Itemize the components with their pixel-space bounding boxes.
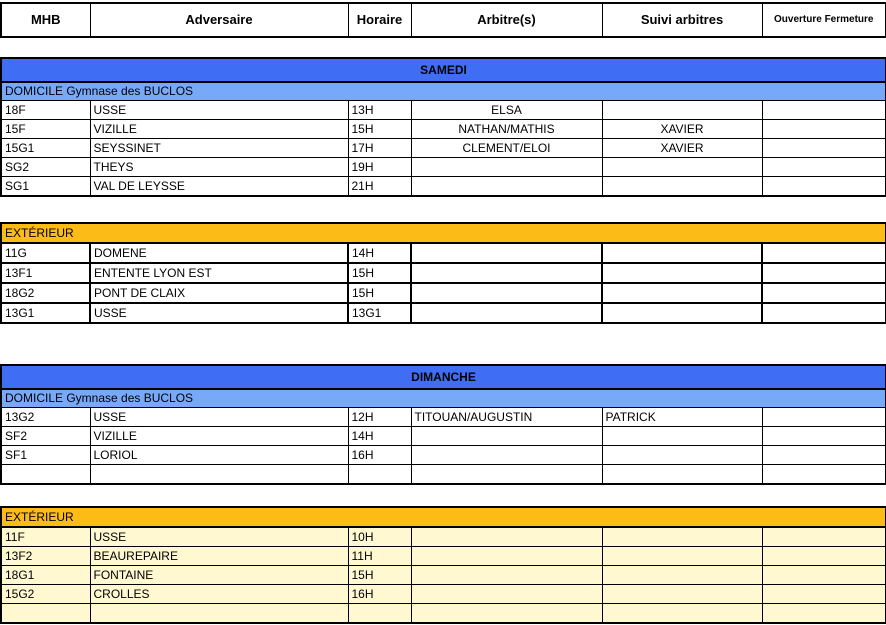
cell-referees[interactable]: NATHAN/MATHIS: [411, 120, 602, 139]
cell-follow[interactable]: [602, 527, 762, 547]
cell-referees[interactable]: [411, 547, 602, 566]
cell-open-close[interactable]: [762, 243, 886, 263]
cell-open-close[interactable]: [762, 446, 886, 465]
table-row: [1, 101, 886, 120]
cell-opponent[interactable]: USSE: [90, 527, 348, 547]
cell-team[interactable]: 13F2: [1, 547, 90, 566]
cell-open-close[interactable]: [762, 101, 886, 120]
header-row: [1, 3, 886, 37]
cell-referees[interactable]: ELSA: [411, 101, 602, 120]
header-horaire[interactable]: Horaire: [348, 3, 411, 37]
cell-opponent[interactable]: SEYSSINET: [90, 139, 348, 158]
cell-follow[interactable]: [602, 427, 762, 446]
venue-label-dimanche[interactable]: DOMICILE Gymnase des BUCLOS: [1, 389, 886, 408]
table-row: [1, 139, 886, 158]
exterieur-label-dimanche[interactable]: EXTÉRIEUR: [1, 507, 886, 527]
cell-team[interactable]: SG2: [1, 158, 90, 177]
cell-opponent[interactable]: ENTENTE LYON EST: [90, 263, 348, 283]
cell-open-close[interactable]: [762, 263, 886, 283]
cell-opponent[interactable]: VIZILLE: [90, 427, 348, 446]
table-row: [1, 465, 886, 485]
cell-follow[interactable]: [602, 446, 762, 465]
cell-referees[interactable]: [411, 303, 602, 323]
cell-time[interactable]: [348, 604, 411, 624]
cell-time[interactable]: 16H: [348, 446, 411, 465]
cell-team[interactable]: 13G1: [1, 303, 90, 323]
cell-referees[interactable]: [411, 283, 602, 303]
cell-follow[interactable]: [602, 566, 762, 585]
header-table: [0, 2, 886, 38]
cell-time[interactable]: 11H: [348, 547, 411, 566]
cell-follow[interactable]: XAVIER: [602, 120, 762, 139]
cell-follow[interactable]: [602, 263, 762, 283]
cell-referees[interactable]: [411, 263, 602, 283]
samedi-exterieur-table: [0, 222, 886, 324]
cell-opponent[interactable]: VAL DE LEYSSE: [90, 177, 348, 197]
cell-open-close[interactable]: [762, 303, 886, 323]
cell-opponent[interactable]: USSE: [90, 101, 348, 120]
table-row: [1, 243, 886, 263]
exterieur-label-samedi[interactable]: EXTÉRIEUR: [1, 223, 886, 243]
table-row: [1, 408, 886, 427]
cell-time[interactable]: [348, 465, 411, 485]
cell-open-close[interactable]: [762, 158, 886, 177]
cell-follow[interactable]: [602, 243, 762, 263]
cell-open-close[interactable]: [762, 139, 886, 158]
cell-time[interactable]: 14H: [348, 427, 411, 446]
cell-referees[interactable]: [411, 465, 602, 485]
day-title-samedi[interactable]: SAMEDI: [1, 58, 886, 82]
cell-team[interactable]: 15G1: [1, 139, 90, 158]
cell-time[interactable]: 15H: [348, 263, 411, 283]
table-row: [1, 566, 886, 585]
cell-referees[interactable]: CLEMENT/ELOI: [411, 139, 602, 158]
table-row: [1, 120, 886, 139]
cell-opponent[interactable]: FONTAINE: [90, 566, 348, 585]
cell-open-close[interactable]: [762, 177, 886, 197]
cell-follow[interactable]: [602, 465, 762, 485]
cell-opponent[interactable]: VIZILLE: [90, 120, 348, 139]
cell-team[interactable]: 13G2: [1, 408, 90, 427]
table-row: [1, 263, 886, 283]
header-arbitres[interactable]: Arbitre(s): [411, 3, 602, 37]
table-row: [1, 303, 886, 323]
cell-referees[interactable]: [411, 243, 602, 263]
cell-team[interactable]: 18F: [1, 101, 90, 120]
cell-referees[interactable]: [411, 177, 602, 197]
cell-opponent[interactable]: [90, 604, 348, 624]
cell-referees[interactable]: [411, 585, 602, 604]
cell-opponent[interactable]: CROLLES: [90, 585, 348, 604]
cell-opponent[interactable]: BEAUREPAIRE: [90, 547, 348, 566]
cell-opponent[interactable]: PONT DE CLAIX: [90, 283, 348, 303]
cell-referees[interactable]: [411, 427, 602, 446]
cell-opponent[interactable]: THEYS: [90, 158, 348, 177]
cell-referees[interactable]: [411, 158, 602, 177]
cell-follow[interactable]: [602, 101, 762, 120]
cell-open-close[interactable]: [762, 547, 886, 566]
cell-open-close[interactable]: [762, 120, 886, 139]
header-ouverture-fermeture[interactable]: Ouverture Fermeture: [762, 3, 886, 37]
dimanche-exterieur-table: [0, 506, 886, 624]
samedi-domicile-table: [0, 57, 886, 197]
cell-team[interactable]: 18G1: [1, 566, 90, 585]
cell-open-close[interactable]: [762, 604, 886, 624]
cell-time[interactable]: 19H: [348, 158, 411, 177]
cell-referees[interactable]: [411, 566, 602, 585]
cell-time[interactable]: 15H: [348, 283, 411, 303]
cell-referees[interactable]: [411, 527, 602, 547]
cell-time[interactable]: 16H: [348, 585, 411, 604]
cell-time[interactable]: 13G1: [348, 303, 411, 323]
table-row: [1, 283, 886, 303]
table-row: [1, 177, 886, 197]
cell-follow[interactable]: [602, 604, 762, 624]
cell-time[interactable]: 12H: [348, 408, 411, 427]
cell-open-close[interactable]: [762, 527, 886, 547]
cell-team[interactable]: 11F: [1, 527, 90, 547]
cell-time[interactable]: 15H: [348, 566, 411, 585]
cell-time[interactable]: 14H: [348, 243, 411, 263]
cell-follow[interactable]: [602, 585, 762, 604]
cell-team[interactable]: 13F1: [1, 263, 90, 283]
cell-opponent[interactable]: USSE: [90, 408, 348, 427]
cell-opponent[interactable]: DOMENE: [90, 243, 348, 263]
cell-team[interactable]: 15F: [1, 120, 90, 139]
cell-follow[interactable]: [602, 303, 762, 323]
cell-follow[interactable]: [602, 158, 762, 177]
dimanche-domicile-table: [0, 364, 886, 485]
table-row: [1, 527, 886, 547]
table-row: [1, 427, 886, 446]
table-row: [1, 158, 886, 177]
cell-open-close[interactable]: [762, 408, 886, 427]
cell-follow[interactable]: PATRICK: [602, 408, 762, 427]
header-suivi-arbitres[interactable]: Suivi arbitres: [602, 3, 762, 37]
table-row: [1, 585, 886, 604]
day-title-dimanche[interactable]: DIMANCHE: [1, 365, 886, 389]
cell-referees[interactable]: TITOUAN/AUGUSTIN: [411, 408, 602, 427]
cell-opponent[interactable]: [90, 465, 348, 485]
cell-team[interactable]: 18G2: [1, 283, 90, 303]
cell-team[interactable]: SF1: [1, 446, 90, 465]
cell-team[interactable]: [1, 604, 90, 624]
cell-open-close[interactable]: [762, 465, 886, 485]
cell-opponent[interactable]: USSE: [90, 303, 348, 323]
cell-follow[interactable]: [602, 177, 762, 197]
cell-open-close[interactable]: [762, 585, 886, 604]
table-row: [1, 604, 886, 624]
cell-follow[interactable]: [602, 547, 762, 566]
cell-time[interactable]: 21H: [348, 177, 411, 197]
cell-referees[interactable]: [411, 446, 602, 465]
cell-team[interactable]: SF2: [1, 427, 90, 446]
cell-follow[interactable]: XAVIER: [602, 139, 762, 158]
table-row: [1, 547, 886, 566]
cell-open-close[interactable]: [762, 283, 886, 303]
cell-team[interactable]: [1, 465, 90, 485]
cell-time[interactable]: 17H: [348, 139, 411, 158]
cell-team[interactable]: 15G2: [1, 585, 90, 604]
cell-follow[interactable]: [602, 283, 762, 303]
cell-time[interactable]: 13H: [348, 101, 411, 120]
header-mhb[interactable]: MHB: [1, 3, 90, 37]
cell-team[interactable]: 11G: [1, 243, 90, 263]
cell-opponent[interactable]: LORIOL: [90, 446, 348, 465]
venue-label-samedi[interactable]: DOMICILE Gymnase des BUCLOS: [1, 82, 886, 101]
cell-open-close[interactable]: [762, 566, 886, 585]
cell-team[interactable]: SG1: [1, 177, 90, 197]
cell-time[interactable]: 15H: [348, 120, 411, 139]
cell-referees[interactable]: [411, 604, 602, 624]
cell-time[interactable]: 10H: [348, 527, 411, 547]
table-row: [1, 446, 886, 465]
cell-open-close[interactable]: [762, 427, 886, 446]
header-adversaire[interactable]: Adversaire: [90, 3, 348, 37]
